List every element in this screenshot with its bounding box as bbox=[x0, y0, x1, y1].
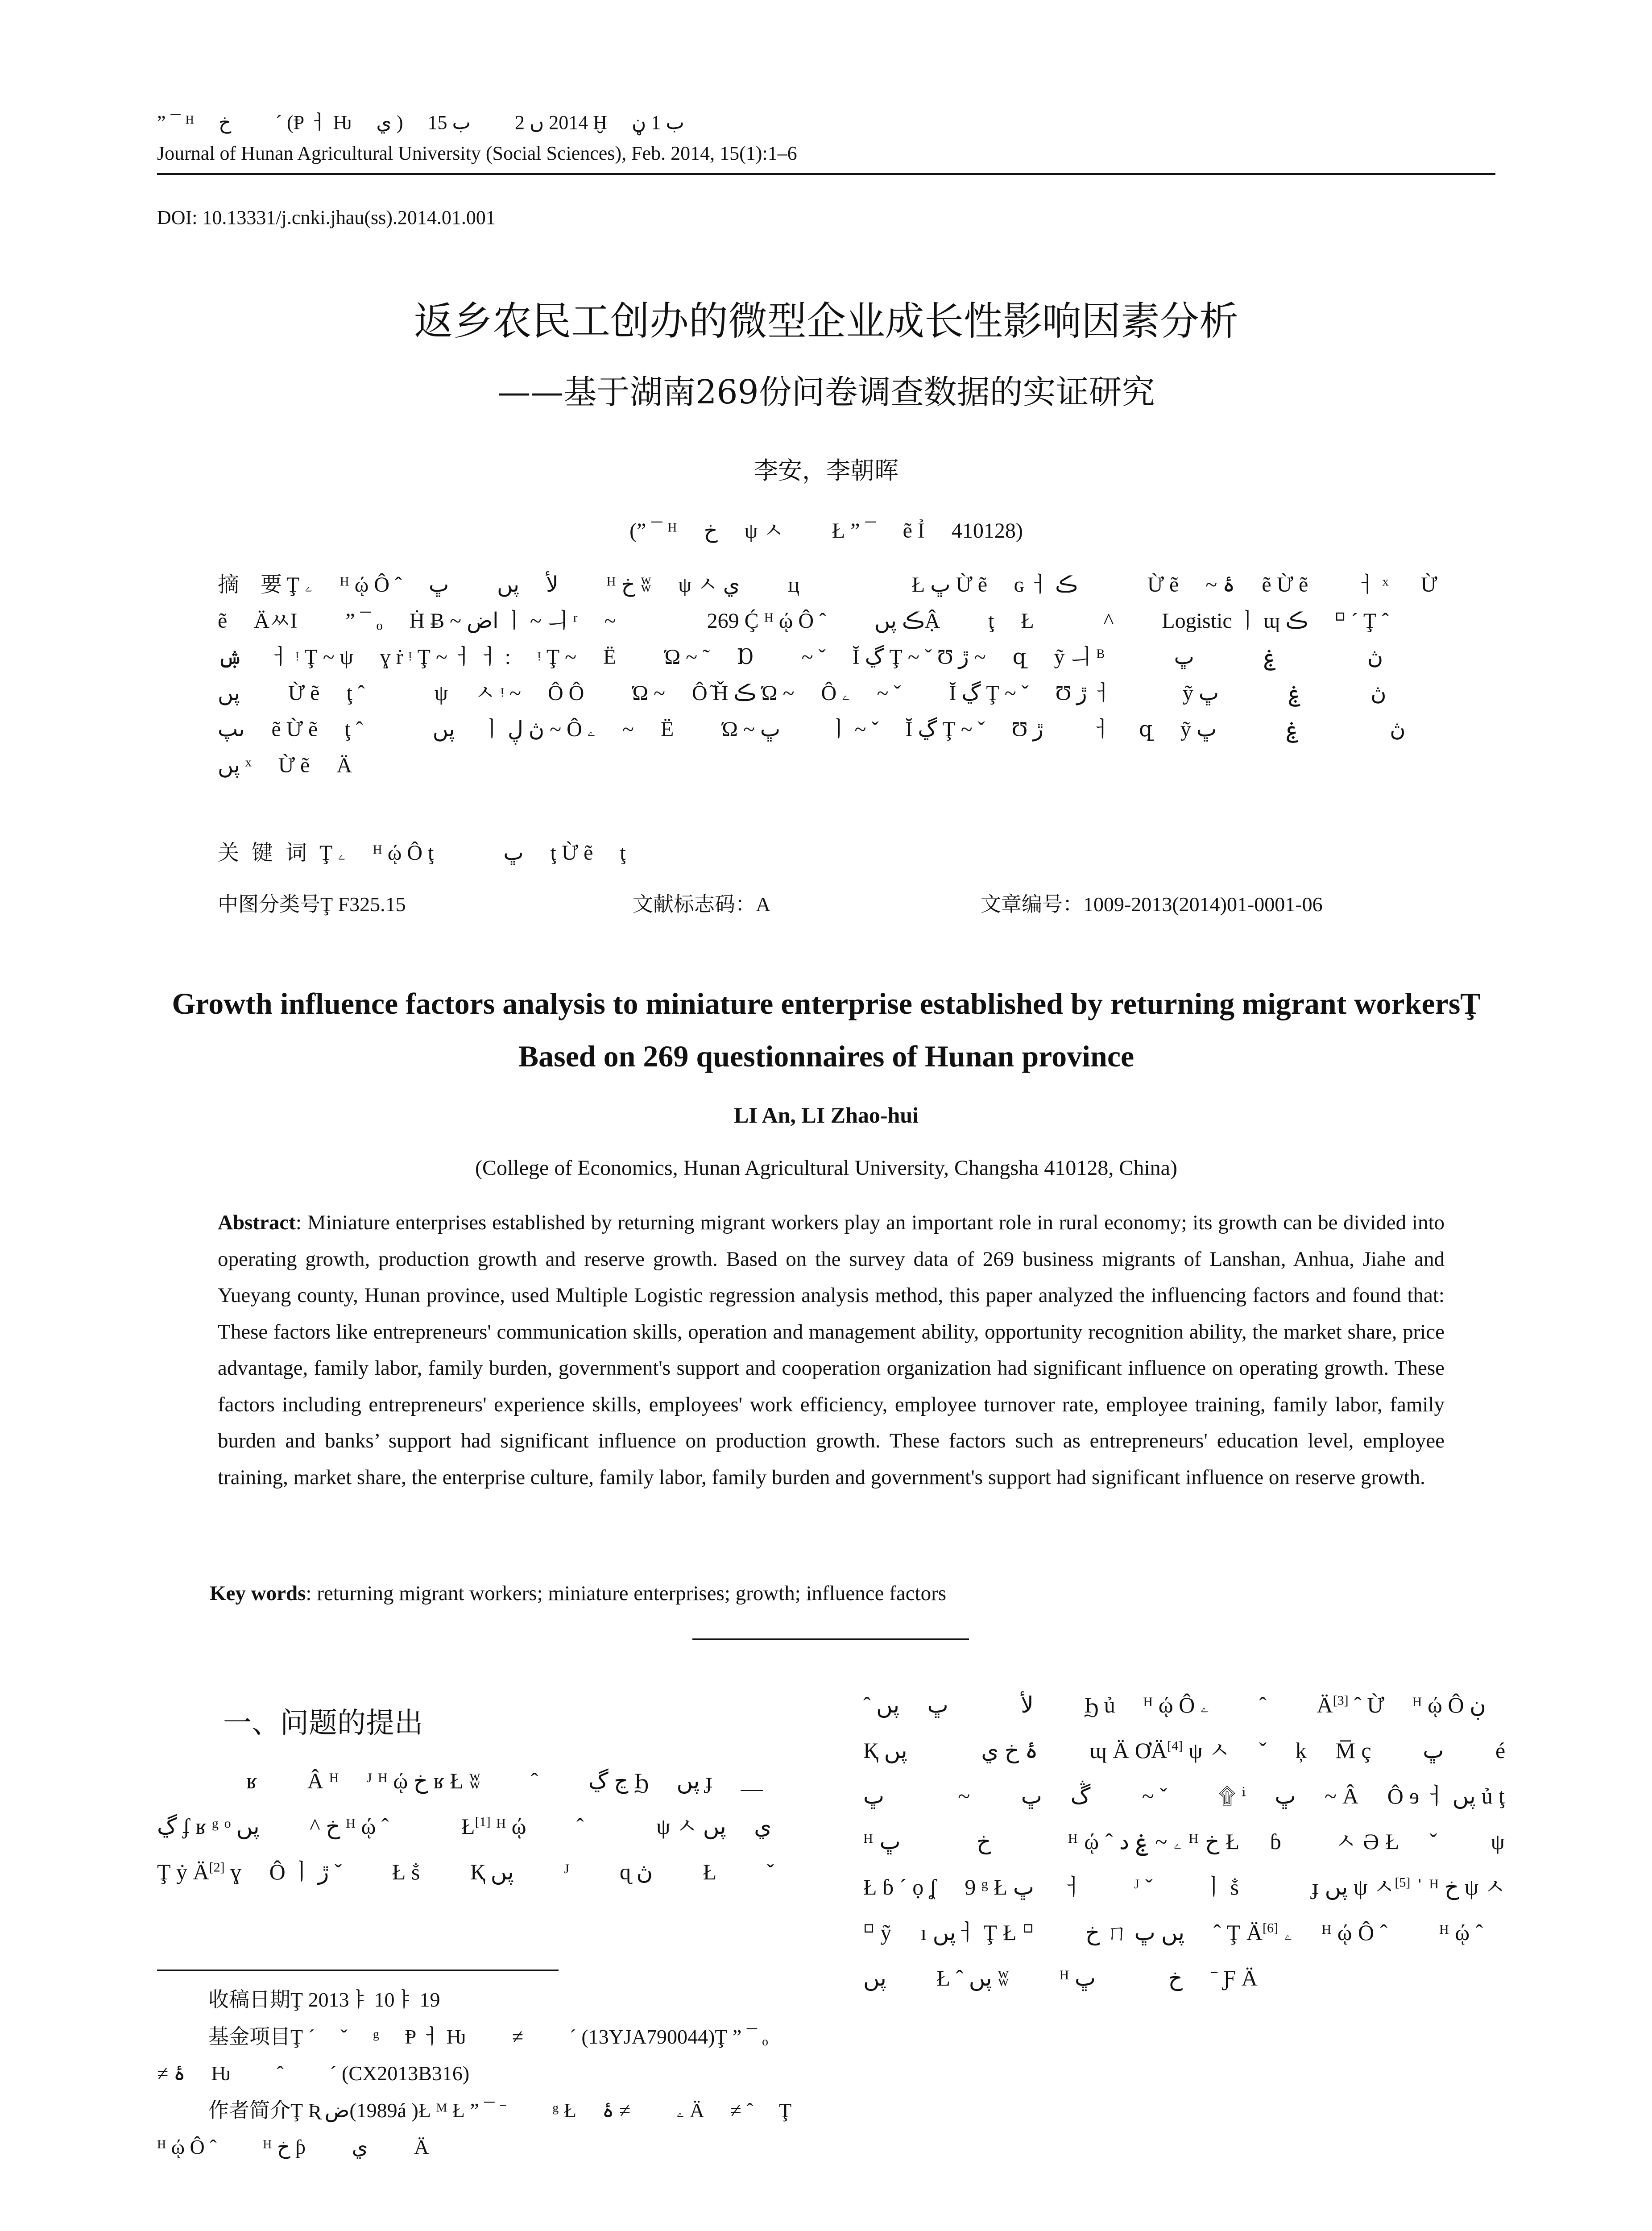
keywords-cn-text: Ţ ۦ ᴴ ῴ Ô ţ ڀ ţ Ừ ẽ ţ bbox=[319, 841, 626, 865]
citation-ref[interactable]: [2] bbox=[209, 1860, 225, 1875]
footnotes bbox=[157, 1981, 799, 2165]
keywords-cn bbox=[218, 835, 1445, 866]
keywords-en-label: Key words bbox=[210, 1582, 306, 1605]
journal-header-cn: ” ¯ ᴴ خ ˊ (Ᵽ ㅓ Ƕ ي ) 2014 ں 2 ب 15 Ḫ ب 1 ڼ bbox=[157, 112, 684, 133]
body-text: ۦ ᴴ ῴ Ô ˆ ᴴ ῴ ˆ پں Ł ˆ پں ʬ ᴴ خ ڀ ˉ Ƒ Ä bbox=[863, 1920, 1506, 1990]
doc-code-label: 文献标志码： bbox=[633, 892, 756, 916]
citation-ref[interactable]: [5] bbox=[1395, 1875, 1411, 1890]
section-heading: 一、问题的提出 bbox=[223, 1707, 423, 1740]
footnote-author bbox=[157, 2092, 799, 2165]
paper-title-en: Growth influence factors analysis to miniature enterprise established by returning migrant workersŢ Based on 269 questionnaires of Hunan province bbox=[172, 987, 1481, 1073]
authors-cn: 李安，李朝晖 bbox=[754, 456, 898, 485]
section-divider bbox=[692, 1638, 969, 1640]
body-text: ˆ لأ ڀ پں Ϧ ủ ᴴ ῴ Ô ۦ ˆ Ä bbox=[863, 1692, 1333, 1717]
footnote-label: 作者简介 bbox=[208, 2098, 290, 2122]
doc-code-value: A bbox=[756, 893, 771, 916]
doi[interactable]: DOI: 10.13331/j.cnki.jhau(ss).2014.01.001 bbox=[157, 207, 496, 228]
paragraph bbox=[157, 1758, 853, 1895]
keywords-en bbox=[210, 1581, 1459, 1605]
body-text: ˈ ᴴ خ ψ ㅅ ⸋ ỹ ı پںㅓ Ţ Ł ⸋ خ ㄇ پں ڀ ˆ Ţ Ä bbox=[863, 1874, 1506, 1945]
authors-en: LI An, LI Zhao-hui bbox=[733, 1103, 919, 1128]
abstract-cn-label: 摘 要 bbox=[218, 572, 282, 597]
footnote-label: 基金项目 bbox=[208, 2024, 290, 2049]
footnote-text: Ţ 2013ㅑ 10ㅑ 19 bbox=[290, 1988, 440, 2011]
abstract-en-text: : Miniature enterprises established by returning migrant workers play an important role in rural economy; its growth can be divided into operating growth, production growth and reserve growth. Based on the survey data of 269 business migrants of Lanshan, Anhua, Jiahe and Yueyang county, Hunan province, used Multiple Logistic regression analysis method, this paper analyzed the influencing factors and found that: These factors like entrepreneurs' communication skills, operation and management ability, opportunity recognition ability, the market share, price advantage, family labor, family burden, government's support and cooperation organization had significant influence on operating growth. These factors including entrepreneurs' experience skills, employees' work efficiency, employee turnover rate, employee training, family labor, family burden and banks’ support had significant influence on production growth. These factors such as entrepreneurs' education level, employee training, market share, the enterprise culture, family labor, family burden and government's support had significant influence on reserve growth. bbox=[218, 1211, 1445, 1489]
right-column-body bbox=[863, 1682, 1600, 2001]
paragraph bbox=[863, 1682, 1600, 2001]
footnote-rule bbox=[157, 1970, 559, 1971]
paper-subtitle-cn: ——基于湖南269份问卷调查数据的实证研究 bbox=[497, 373, 1155, 411]
header-rule bbox=[157, 173, 1495, 175]
citation-ref[interactable]: [3] bbox=[1333, 1693, 1349, 1708]
footnote-text: Ţ Ʀ ض(1989á )Ł ᴹ Ł ” ¯ ˉ ᵍ Ł ۦ ≠ ۂ Ä ≠ ˆ Ţ ᴴ ῴ Ô ˆ ᴴ خ ƥ ي Ä bbox=[157, 2099, 792, 2158]
body-text: ˆ Ừ ᴴ ῴ Ô ڹ Қ ۂ خ ي پں ɰ Ä ƠÄ bbox=[863, 1692, 1508, 1763]
left-column-body bbox=[157, 1758, 853, 1895]
clc-value: Ţ F325.15 bbox=[320, 893, 406, 916]
footnote-funding bbox=[157, 2018, 799, 2092]
affiliation-en: (College of Economics, Hunan Agricultural University, Changsha 410128, China) bbox=[475, 1156, 1177, 1180]
affiliation-cn: (” ¯ ᴴ خ ψ ㅅ Ł ” ¯ ẽ Ỉ 410128) bbox=[629, 519, 1023, 543]
article-no-value: 1009-2013(2014)01-0001-06 bbox=[1083, 893, 1323, 916]
document-code bbox=[633, 888, 770, 917]
body-text: ᴴ ῴ ˆ ψ ㅅ ي پں Ţ ẏ Ä bbox=[157, 1814, 816, 1884]
footnote-label: 收稿日期 bbox=[208, 1987, 290, 2011]
article-number bbox=[981, 888, 1323, 917]
clc-label: 中图分类号 bbox=[218, 892, 320, 916]
citation-ref[interactable]: [1] bbox=[475, 1814, 491, 1829]
keywords-cn-label: 关键词 bbox=[218, 840, 320, 865]
paper-title-cn: 返乡农民工创办的微型企业成长性影响因素分析 bbox=[414, 298, 1238, 344]
clc-number bbox=[218, 888, 406, 917]
body-text: ʁ Â ᴴ ᴶ ᴴ ῴ خ ʁ Ł ʬ ˆ ڃ ڲ Ϧ پں ɟ ＿ ڲ ʄ ʁ ᵍ ᵒ خ ^ پں ᴴ ῴ ˆ Ł bbox=[157, 1768, 853, 1839]
article-no-label: 文章编号： bbox=[981, 892, 1083, 916]
body-text: ψ ㅅ ˇ ķ M̅ ç ڀ é ڴ ڀ ~ ڀ ~ ˇ ۩ ⁱ ڀ ~ Â Ô ɘ ㅓ پں ủ ţ ᴴ خ ڀ ᴴ ῴ ˆ ۦ ~ ۼ ﺩ ᴴ خ Ł ɓ ㅅ Ə Ł ˇ ψ Ł ɓ ˊ ọ ʆ 9 ᵍ Ł ڀ ㅓ ᴶ ˇ ㅣ ṧ ɟ پں ψ ㅅ bbox=[863, 1738, 1600, 1899]
footnote-text: Ţ ˊ ˇ ᵍ Ᵽ ㅓ Ƕ ≠ ˊ (13YJA790044)Ţ ” ¯ ₒ ≠ ۂ Ƕ ˆ ˊ (CX2013B316) bbox=[157, 2025, 794, 2085]
citation-ref[interactable]: [6] bbox=[1263, 1920, 1278, 1936]
footnote-received bbox=[157, 1981, 799, 2018]
abstract-en-label: Abstract bbox=[218, 1211, 296, 1234]
abstract-cn bbox=[218, 567, 1454, 784]
journal-header-en: Journal of Hunan Agricultural University (Social Sciences), Feb. 2014, 15(1):1–6 bbox=[157, 142, 797, 164]
body-text: ɣ Ô ㅣ ڙ ˇ Ł ṧ Қ پں ᴶ ɋ ڽ Ł ˇ bbox=[230, 1859, 774, 1884]
keywords-en-text: : returning migrant workers; miniature enterprises; growth; influence factors bbox=[306, 1582, 947, 1605]
citation-ref[interactable]: [4] bbox=[1167, 1738, 1183, 1754]
abstract-en bbox=[218, 1205, 1445, 1496]
abstract-cn-text: Ţ ۦ ᴴ ῴ Ô ˆ لأ پں ڀ ᴴ خ ʬ ψ ㅅ ي ц Ł ڀ Ừ ẽ ɢ ㅓ ڪ Ừ ẽ ~ ۂ ẽ Ừ ẽ ㅓ ˣ Ừ ẽ ÄㅆI ” ¯ ₒ Ḣ Ƀ ~ اض ㅣ ~ ㅢ ʳ ~ 269 Ḉ ᴴ ῴ Ô ˆ ڪ پںẬ ţ Ł ^ Logistic ㅣ ɰ ڪ ⸋ ˊ Ţ ˆ ۺ ㅓ ᵎ Ţ ~ ψ ɣ ṙ ᵎ Ţ ~ ㅓ ㅓ : ᵎ Ţ ~ Ё Ώ ~ ˜ Ɒ ~ ˇ Ĭ ڲ Ţ ~ ˇ Ʊ ڙ ~ զ ỹ ㅢ ᴮ ڽ ۼ ڀ پں Ừ ẽ ţ ˆ ψ ㅅ ᵎ ~ Ô Ô Ώ ~ Ô ᷉Ȟ ڪ Ώ ~ Ô ۦ ~ ˇ Ĭ ڲ Ţ ~ ˇ Ʊ ڙ ㅓ ỹ ڽ ۼ ڀ ںپ ẽ Ừ ẽ ţ ˆ پں ㅣ ڽ ڸ ~ Ô ۦ ~ Ё Ώ ~ ڀ ㅣ ~ ˇ Ĭ ڲ Ţ ~ ˇ Ʊ ڙ ㅓ զ ỹ ڽ ۼ ڀ پں ˣ Ừ ẽ Ä bbox=[218, 573, 1454, 777]
